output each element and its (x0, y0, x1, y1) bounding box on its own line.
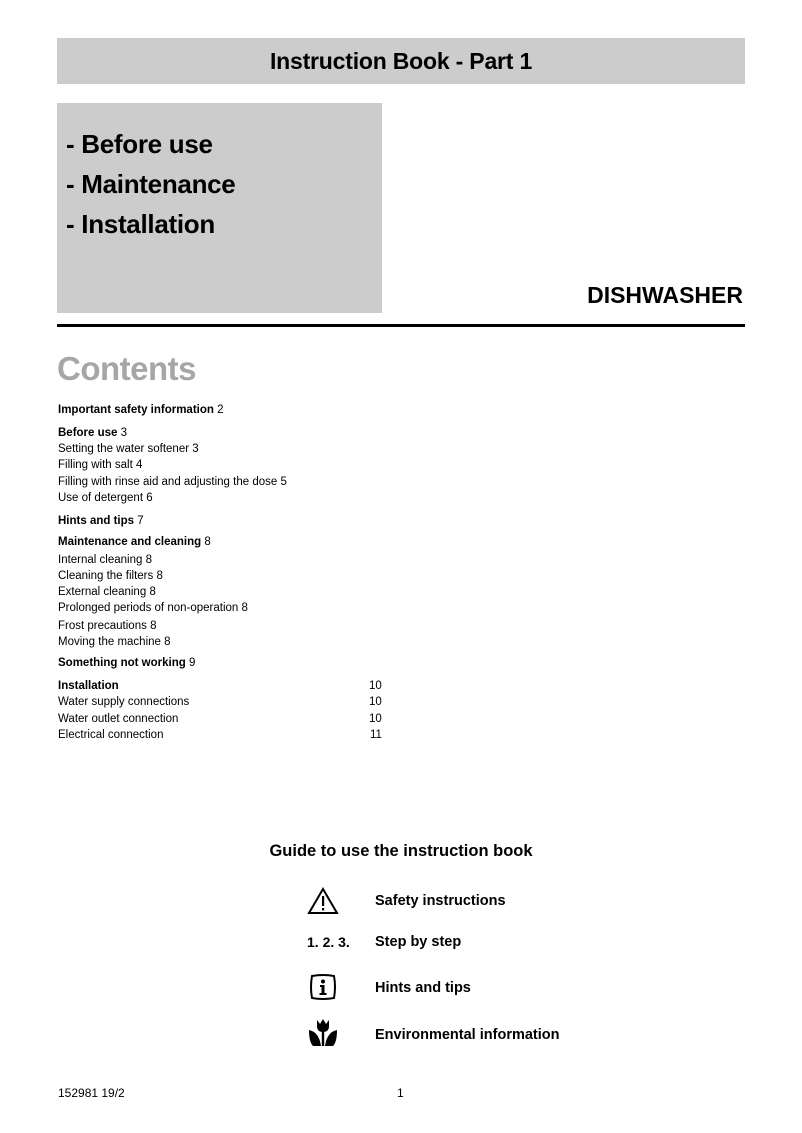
warning-triangle-icon (306, 886, 340, 916)
toc-item[interactable] (58, 713, 178, 725)
steps-marker: 1. 2. 3. (307, 934, 350, 950)
tulip-icon (306, 1018, 340, 1048)
toc-page: 3 (120, 427, 128, 439)
toc-label: Use of detergent (58, 492, 144, 504)
toc-page: 2 (217, 404, 224, 416)
toc-label: Filling with rinse aid and adjusting the dose (58, 476, 278, 488)
product-name: DISHWASHER (587, 282, 743, 308)
sections-box (57, 103, 382, 313)
toc-label: Water supply connections (58, 696, 190, 708)
document-title: Instruction Book - Part 1 (269, 47, 533, 74)
guide-label-hints: Hints and tips (375, 980, 471, 996)
toc-page: 9 (188, 657, 196, 669)
toc-item[interactable] (58, 554, 152, 566)
section-before-use: - Before use (66, 129, 213, 159)
toc-item[interactable] (58, 427, 127, 439)
section-installation: - Installation (66, 209, 215, 239)
toc-label: Before use (58, 427, 118, 439)
toc-label: Installation (58, 680, 119, 692)
toc-item[interactable] (58, 602, 248, 614)
contents-heading: Contents (57, 350, 196, 387)
guide-label-environment: Environmental information (375, 1027, 560, 1043)
toc-label: Electrical connection (58, 729, 164, 741)
toc-item[interactable] (58, 586, 156, 598)
toc-label: Hints and tips (58, 515, 135, 527)
toc-page: 4 (135, 459, 143, 471)
toc-label: Filling with salt (58, 459, 133, 471)
toc-page: 11 (370, 729, 382, 741)
toc-page: 3 (192, 443, 199, 455)
toc-item[interactable] (58, 459, 142, 471)
toc-label: Maintenance and cleaning (58, 536, 202, 548)
toc-item[interactable] (58, 696, 189, 708)
toc-page: 10 (369, 713, 382, 725)
toc-page: 8 (204, 536, 211, 548)
toc-label: Water outlet connection (58, 713, 179, 725)
document-code: 152981 19/2 (58, 1086, 125, 1100)
toc-page: 7 (137, 515, 144, 527)
toc-page: 8 (164, 636, 171, 648)
toc-page: 10 (369, 696, 382, 708)
toc-item-installation[interactable] (58, 680, 119, 692)
toc-page: 8 (150, 620, 157, 632)
toc-page: 10 (369, 680, 382, 692)
toc-label: Prolonged periods of non-operation (58, 602, 239, 614)
toc-item[interactable] (58, 570, 163, 582)
toc-item[interactable] (58, 404, 224, 416)
toc-label: External cleaning (58, 586, 147, 598)
toc-page: 8 (149, 586, 156, 598)
toc-item[interactable] (58, 515, 144, 527)
toc-item[interactable] (58, 620, 156, 632)
guide-label-steps: Step by step (375, 934, 462, 950)
toc-page: 6 (146, 492, 153, 504)
toc-item[interactable] (58, 536, 211, 548)
toc-item[interactable] (58, 729, 163, 741)
toc-label: Setting the water softener (58, 443, 190, 455)
guide-label-safety: Safety instructions (375, 893, 506, 909)
toc-label: Important safety information (58, 404, 214, 416)
divider-rule (57, 324, 745, 327)
toc-label: Internal cleaning (58, 554, 143, 566)
toc-label: Moving the machine (58, 636, 161, 648)
info-icon (306, 972, 340, 1002)
section-maintenance: - Maintenance (66, 169, 236, 199)
toc-item[interactable] (58, 657, 195, 669)
toc-label: Frost precautions (58, 620, 147, 632)
toc-item[interactable] (58, 476, 287, 488)
toc-page: 8 (156, 570, 163, 582)
toc-page: 8 (145, 554, 153, 566)
toc-page: 5 (280, 476, 287, 488)
toc-label: Something not working (58, 657, 186, 669)
toc-page: 8 (241, 602, 248, 614)
toc-label: Cleaning the filters (58, 570, 154, 582)
toc-item[interactable] (58, 636, 171, 648)
toc-item[interactable] (58, 443, 199, 455)
page-number: 1 (397, 1086, 404, 1100)
toc-item[interactable] (58, 492, 153, 504)
title-bar (57, 38, 745, 84)
guide-title: Guide to use the instruction book (269, 842, 533, 860)
